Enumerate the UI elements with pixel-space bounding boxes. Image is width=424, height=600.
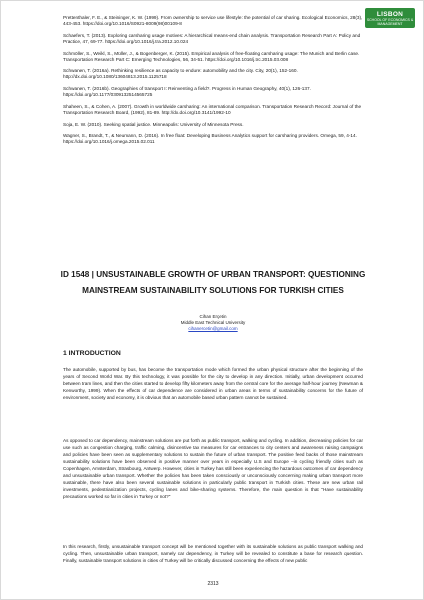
page-number: 2313 bbox=[207, 581, 219, 587]
author-name: Cihan Erçetin bbox=[199, 314, 227, 319]
section-heading: 1 INTRODUCTION bbox=[63, 350, 121, 357]
body-paragraph: In this research, firstly, unsustainable transport concept will be mentioned together with its sustainable solutions as public transport walking and cycling. Then, unsustainable urban transport, namely car dependency, in Turkey will be revealed to constitute a base for research question. Finally, sustainable transport solutions in cities of Turkey will be critically discussed concerning the effects of new public bbox=[63, 544, 363, 563]
reference-item: Schwanen, T. (2016a). Rethinking resilience as capacity to endure: automobility and the city. City, 20(1), 152-160. http://dx.doi.org/10.1080/13604813.2015.1125718 bbox=[63, 68, 298, 80]
reference-list bbox=[63, 15, 363, 151]
author-email-link[interactable]: cihanercetin@gmail.com bbox=[188, 325, 238, 331]
reference-item: Schmöller, S., Weikl, S., Müller, J., & Bogenberger, K. (2015). Empirical analysis of free-floating carsharing usage: The Munich and Berlin case. Transportation Research Part C: Emerging Technologies, 56, 34-51. https://doi.org/10.1016/j.trc.2015.03.008 bbox=[63, 50, 360, 62]
paper-title: ID 1548 | UNSUSTAINABLE GROWTH OF URBAN TRANSPORT: QUESTIONING MAINSTREAM SUSTAINABILITY SOLUTIONS FOR TURKISH CITIES bbox=[60, 270, 366, 295]
logo-subtext: SCHOOL OF ECONOMICS & MANAGEMENT bbox=[366, 17, 414, 26]
body-paragraph: As opposed to car dependency, mainstream solutions are put forth as public transport, walking and cycling. In addition, decreasing policies for car use such as congestion charging, traffic calming, disincentive tax measures for car entrances to city centers and awareness raising campaigns and policies have been seen as supplementary solutions to sustain the future of urban transport. The positive feed backs of those mainstream sustainability solutions have been observed in positive manner over years in especially U.S and Europe –in cycling friendly cities such as Copenhagen, Amsterdam, Strasbourg, Antwerp. However, cities in Turkey has still been experiencing the hazardous outcomes of car dependency and unsustainable urban transport. Whether the policies has been taken consciously or unconsciously concerning making urban transport more sustainable, there have also been several sustainable solutions in particularly public transport in Turkish cities. These are new urban rail investments, pedestrianization projects, cycling lanes and bike-sharing systems. Therefore, the main question is that "Have sustainability precautions worked so far in cities in Turkey or not?" bbox=[63, 438, 363, 499]
author-affiliation: Middle East Technical University bbox=[180, 319, 246, 325]
reference-item: Schaefers, T. (2013). Exploring carsharing usage motives: A hierarchical means-end chain analysis. Transportation Research Part A: Policy and Practice, 47, 69-77. https://doi.org/10.1016/j.tra.2012.10.024 bbox=[63, 32, 361, 44]
reference-item: Shaheen, S., & Cohen, A. (2007). Growth in worldwide carsharing: An international comparison. Transportation Research Record: Journal of the Transportation Research Board, (1992), 81-89. http://dx.doi.org/10.3141/1992-10 bbox=[63, 103, 362, 115]
conference-logo bbox=[365, 8, 415, 28]
author-block bbox=[1, 314, 424, 331]
reference-item: Schwanen, T. (2016b). Geographies of transport I: Reinventing a field?. Progress in Human Geography, 40(1), 126-137. https://doi.org/10.1177/0309132514565725 bbox=[63, 86, 311, 98]
logo-text: LISBON bbox=[376, 10, 404, 18]
reference-item: Soja, E. W. (2010). Seeking spatial justice. Minneapolis: University of Minnesota Press. bbox=[63, 121, 244, 127]
reference-item: Prettenthaler, F. E., & Steininger, K. W. (1999). From ownership to service use lifestyle: the potential of car sharing. Ecological Economics, 28(3), 443-453. https://doi.org/10.1016/S0921-8009(98)00109-8 bbox=[63, 15, 363, 27]
reference-item: Wagner, S., Brandt, T., & Neumann, D. (2016). In free float: Developing Business Analytics support for carsharing providers. Omega, 59, 4-14. https://doi.org/10.1016/j.omega.2015.02.011 bbox=[63, 133, 357, 145]
body-paragraph: The automobile, supported by bus, has become the transportation mode which formed the urban physical structure after the beginning of the years of Second World War. By this technology, it was possible for the city to develop in any direction. Initially, urban development occurred between tram lines, and then the cities started to develop fifty kilometers away from the central core for the average half-hour journey (Newman & Kenworthy, 1999). When the effects of car dependence are considered in urban areas in terms of sustainability concerns for the future of environment, society and economy, it is obvious that an automobile based urban pattern cannot be sustained. bbox=[63, 367, 363, 400]
